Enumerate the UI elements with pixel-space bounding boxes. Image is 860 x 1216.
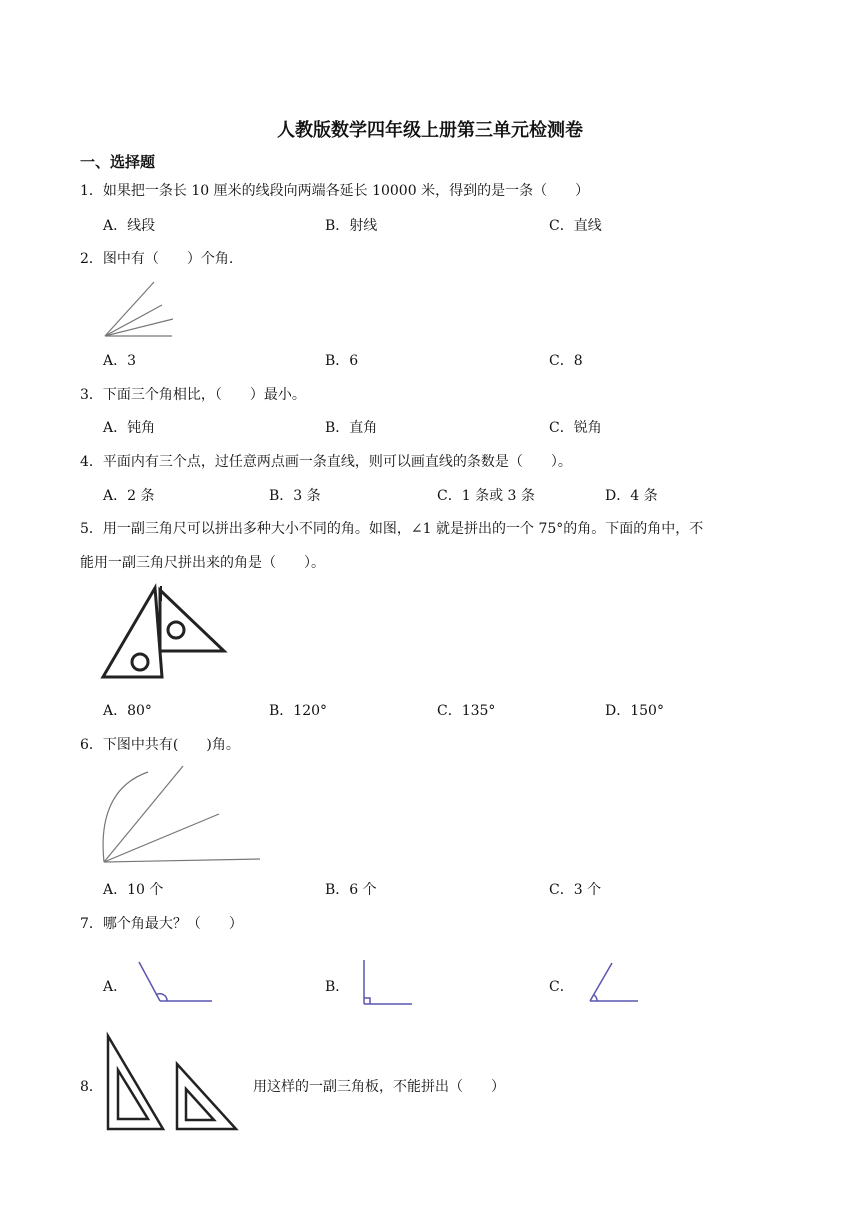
option-b[interactable]: B．直角	[325, 420, 378, 436]
question-text: 下图中共有( )角。	[102, 737, 240, 753]
question-number: 2．	[80, 251, 103, 267]
question-number: 1．	[80, 183, 103, 199]
option-c[interactable]: C．	[549, 979, 574, 995]
question-1	[80, 180, 589, 200]
question-text: 哪个角最大？（ ）	[102, 916, 243, 932]
right-angle-figure	[360, 958, 416, 1008]
question-number-8: 8．	[80, 1079, 103, 1095]
option-a[interactable]: A．线段	[103, 218, 156, 234]
rays-with-arc-figure	[100, 764, 266, 866]
question-5-continued: 能用一副三角尺拼出来的角是（ ）。	[80, 555, 325, 571]
question-text: 如果把一条长 10 厘米的线段向两端各延长 10000 米，得到的是一条（ ）	[102, 183, 590, 199]
question-text: 平面内有三个点，过任意两点画一条直线，则可以画直线的条数是（ ）。	[102, 454, 572, 470]
question-2	[80, 248, 233, 268]
option-b[interactable]: B．6 个	[325, 882, 377, 898]
question-number: 7．	[80, 916, 103, 932]
option-c[interactable]: C．锐角	[549, 420, 602, 436]
option-b[interactable]: B．射线	[325, 218, 378, 234]
question-3	[80, 384, 306, 404]
option-c[interactable]: C．8	[549, 353, 583, 369]
question-number: 4．	[80, 454, 103, 470]
section-heading: 一、选择题	[80, 153, 156, 171]
question-number: 6．	[80, 737, 103, 753]
option-d[interactable]: D．4 条	[605, 488, 658, 504]
question-6	[80, 734, 240, 754]
question-text: 用这样的一副三角板，不能拼出（ ）	[253, 1079, 505, 1095]
option-c[interactable]: C．1 条或 3 条	[437, 488, 535, 504]
option-c[interactable]: C．135°	[437, 703, 496, 719]
option-b[interactable]: B．	[325, 979, 350, 995]
set-squares-figure	[100, 584, 228, 682]
question-text: 用一副三角尺可以拼出多种大小不同的角。如图，∠1 就是拼出的一个 75°的角。下面的角中，不	[102, 521, 704, 537]
option-a[interactable]: A．10 个	[103, 882, 164, 898]
triangle-boards-figure	[103, 1034, 241, 1132]
option-b[interactable]: B．6	[325, 353, 359, 369]
option-a[interactable]: A．钝角	[103, 420, 156, 436]
question-5	[80, 518, 703, 538]
obtuse-angle-figure	[136, 958, 216, 1006]
acute-angle-figure	[584, 960, 644, 1006]
question-number: 5．	[80, 521, 103, 537]
option-a[interactable]: A．	[103, 979, 128, 995]
question-4	[80, 451, 572, 471]
option-a[interactable]: A．2 条	[103, 488, 155, 504]
option-a[interactable]: A．80°	[103, 703, 152, 719]
option-c[interactable]: C．3 个	[549, 882, 602, 898]
question-number: 3．	[80, 387, 103, 403]
option-b[interactable]: B．3 条	[269, 488, 321, 504]
option-b[interactable]: B．120°	[269, 703, 328, 719]
question-7	[80, 913, 243, 933]
question-text: 图中有（ ）个角.	[102, 251, 234, 267]
page-title: 人教版数学四年级上册第三单元检测卷	[277, 120, 583, 141]
question-text: 下面三个角相比，（ ）最小。	[102, 387, 306, 403]
option-c[interactable]: C．直线	[549, 218, 602, 234]
option-d[interactable]: D．150°	[605, 703, 664, 719]
option-a[interactable]: A．3	[103, 353, 137, 369]
angle-rays-figure	[100, 278, 180, 342]
